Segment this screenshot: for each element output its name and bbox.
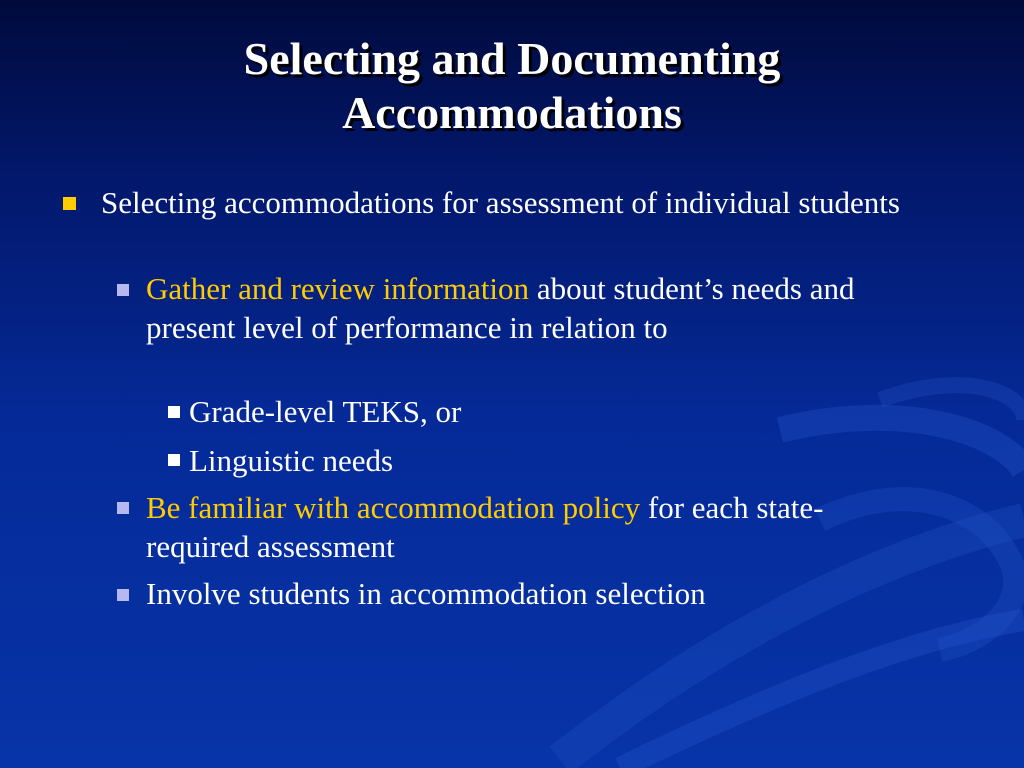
bullet-accommodation-policy xyxy=(146,488,926,566)
bullet-square-icon xyxy=(117,502,129,514)
highlight-text: Be familiar with accommodation policy xyxy=(146,490,641,525)
bullet-text: Linguistic needs xyxy=(189,443,394,478)
bullet-gather-information xyxy=(146,269,946,347)
bullet-square-icon xyxy=(117,589,129,601)
bullet-square-icon xyxy=(168,454,180,466)
bullet-text: Selecting accommodations for assessment of individual students xyxy=(101,185,900,220)
slide-title-line-1: Selecting and Documenting xyxy=(243,33,781,84)
bullet-grade-level-teks xyxy=(189,392,789,431)
bullet-square-icon xyxy=(168,406,180,418)
slide-title-line-2: Accommodations xyxy=(342,87,682,138)
bullet-text: for each state-required assessment xyxy=(146,490,824,564)
bullet-text: about student’s needs and present level of performance in relation to xyxy=(146,271,855,345)
bullet-involve-students xyxy=(146,574,966,613)
bullet-selecting-accommodations xyxy=(101,183,981,222)
bullet-text: Involve students in accommodation selection xyxy=(146,576,706,611)
bullet-linguistic-needs xyxy=(189,441,789,480)
highlight-text: Gather and review information xyxy=(146,271,530,306)
bullet-text: Grade-level TEKS, or xyxy=(189,394,462,429)
bullet-square-icon xyxy=(117,284,129,296)
bullet-square-icon xyxy=(63,197,76,210)
